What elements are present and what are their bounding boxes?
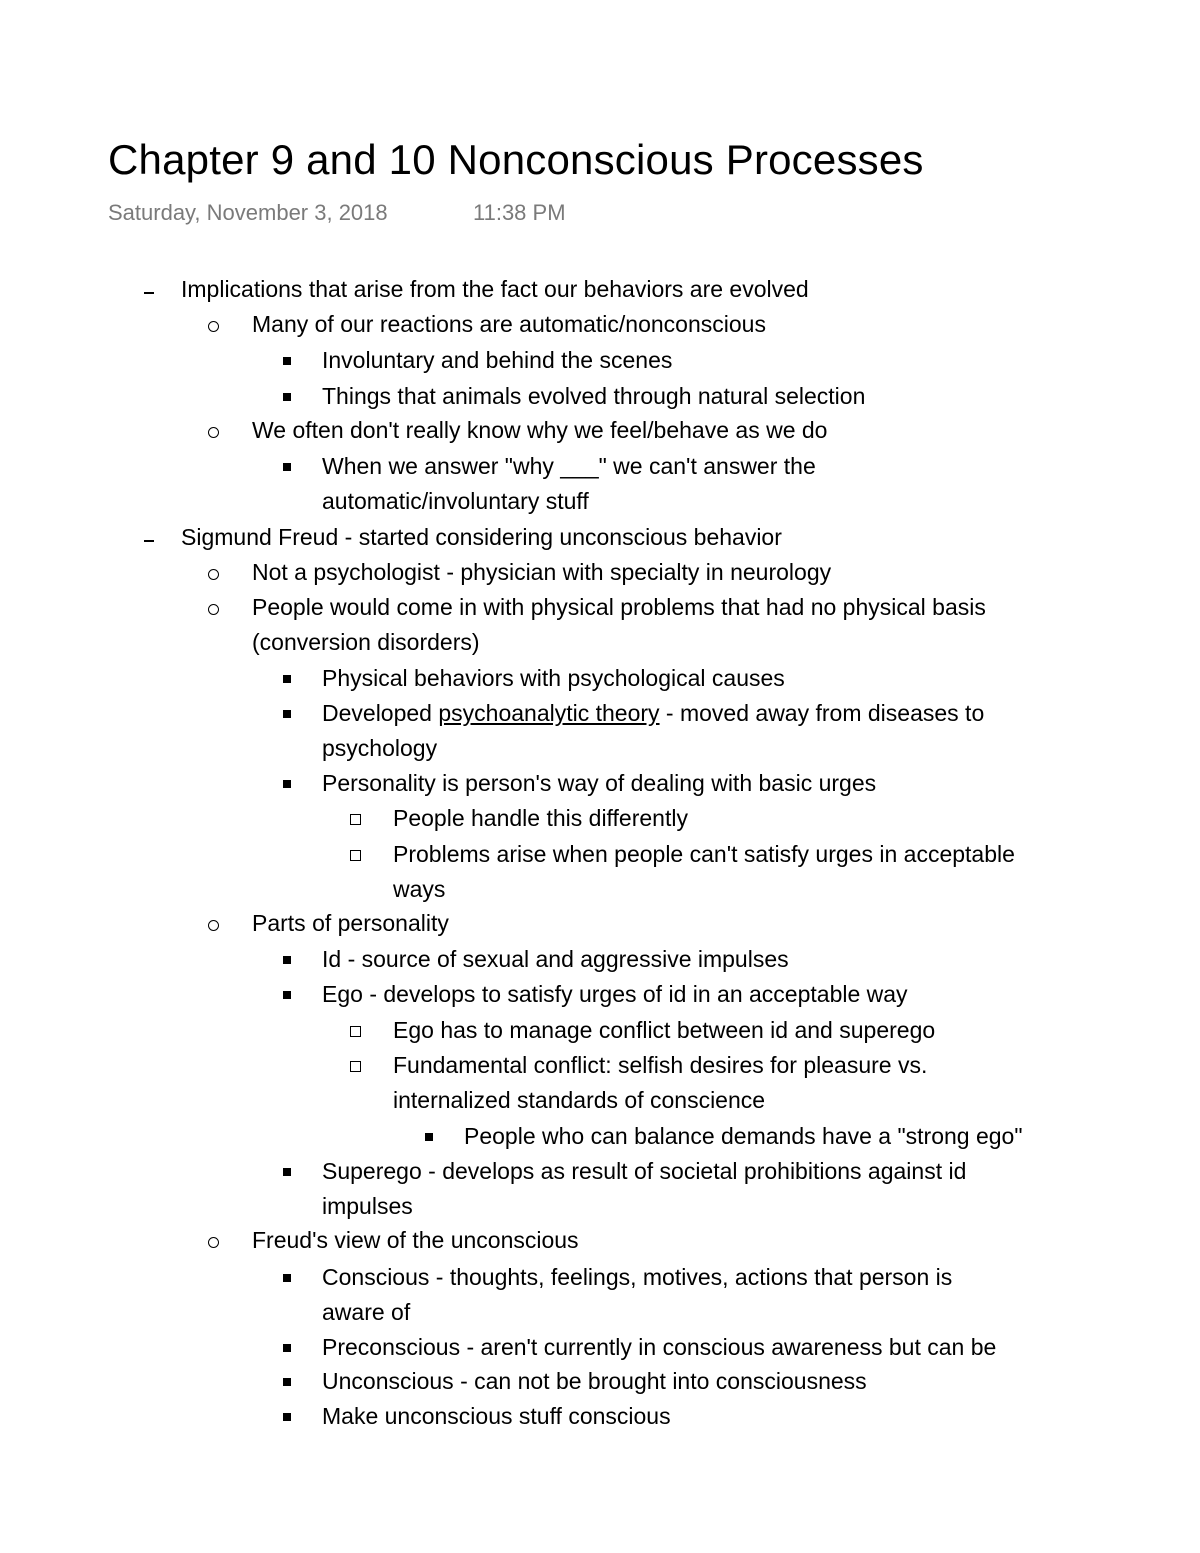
circle-bullet-icon (208, 604, 219, 615)
note-line: Involuntary and behind the scenes (322, 347, 673, 373)
page-title: Chapter 9 and 10 Nonconscious Processes (108, 136, 924, 183)
square-bullet-icon (283, 463, 291, 471)
dash-bullet-icon (144, 540, 154, 542)
square-bullet-icon (283, 1168, 291, 1176)
note-line: impulses (322, 1193, 413, 1219)
note-line: When we answer "why ___" we can't answer the (322, 453, 816, 479)
square-bullet-icon (283, 956, 291, 964)
circle-bullet-icon (208, 427, 219, 438)
circle-bullet-icon (208, 920, 219, 931)
note-line: People handle this differently (393, 805, 688, 831)
circle-bullet-icon (208, 1237, 219, 1248)
note-time: 11:38 PM (473, 200, 566, 225)
square-bullet-icon (283, 1274, 291, 1282)
underlined-term: psychoanalytic theory (438, 700, 660, 726)
square-bullet-icon (283, 780, 291, 788)
circle-bullet-icon (208, 569, 219, 580)
note-line: internalized standards of conscience (393, 1087, 766, 1113)
note-line: (conversion disorders) (252, 629, 480, 655)
note-line: Id - source of sexual and aggressive impulses (322, 946, 789, 972)
note-line: Ego has to manage conflict between id and superego (393, 1017, 936, 1043)
note-line: Unconscious - can not be brought into consciousness (322, 1368, 867, 1394)
square-bullet-icon (283, 393, 291, 401)
note-line: People who can balance demands have a "strong ego" (464, 1123, 1023, 1149)
note-line: Things that animals evolved through natural selection (322, 383, 866, 409)
open-square-bullet-icon (350, 1026, 361, 1037)
square-bullet-icon (283, 1344, 291, 1352)
square-bullet-icon (283, 357, 291, 365)
note-text: - moved away from diseases to (659, 700, 985, 726)
square-bullet-icon (283, 1413, 291, 1421)
note-line: Parts of personality (252, 910, 449, 936)
open-square-bullet-icon (350, 1061, 361, 1072)
note-line: aware of (322, 1299, 411, 1325)
note-line: ways (393, 876, 446, 902)
note-line: Conscious - thoughts, feelings, motives, actions that person is (322, 1264, 953, 1290)
circle-bullet-icon (208, 321, 219, 332)
dash-bullet-icon (144, 292, 154, 294)
open-square-bullet-icon (350, 814, 361, 825)
note-line: Physical behaviors with psychological causes (322, 665, 785, 691)
note-line: Many of our reactions are automatic/nonconscious (252, 311, 766, 337)
note-line: Personality is person's way of dealing with basic urges (322, 770, 877, 796)
note-line: Make unconscious stuff conscious (322, 1403, 671, 1429)
note-text: Developed (322, 700, 439, 726)
note-line: People would come in with physical problems that had no physical basis (252, 594, 986, 620)
note-line (322, 696, 984, 731)
square-bullet-icon (283, 1378, 291, 1386)
note-line: Problems arise when people can't satisfy urges in acceptable (393, 841, 1015, 867)
square-bullet-icon (283, 710, 291, 718)
square-bullet-icon (283, 675, 291, 683)
note-line: Not a psychologist - physician with specialty in neurology (252, 559, 832, 585)
note-line: Sigmund Freud - started considering unconscious behavior (181, 524, 782, 550)
square-bullet-icon (425, 1133, 433, 1141)
note-line: psychology (322, 735, 438, 761)
note-line: Implications that arise from the fact our behaviors are evolved (181, 276, 809, 302)
note-line: We often don't really know why we feel/behave as we do (252, 417, 828, 443)
note-date: Saturday, November 3, 2018 (108, 200, 388, 225)
square-bullet-icon (283, 991, 291, 999)
note-line: Preconscious - aren't currently in conscious awareness but can be (322, 1334, 997, 1360)
note-line: Fundamental conflict: selfish desires for pleasure vs. (393, 1052, 928, 1078)
note-line: Freud's view of the unconscious (252, 1227, 579, 1253)
note-line: automatic/involuntary stuff (322, 488, 589, 514)
note-line: Superego - develops as result of societal prohibitions against id (322, 1158, 967, 1184)
open-square-bullet-icon (350, 850, 361, 861)
note-line: Ego - develops to satisfy urges of id in an acceptable way (322, 981, 908, 1007)
